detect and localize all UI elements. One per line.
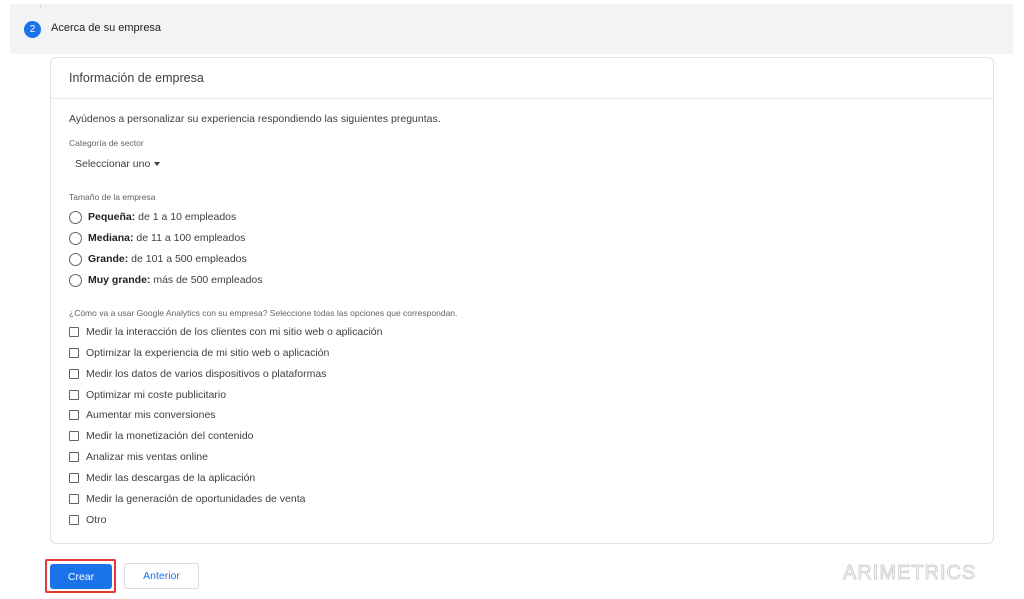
- usage-option-label: Medir las descargas de la aplicación: [86, 472, 256, 484]
- size-option-desc: de 1 a 10 empleados: [135, 211, 237, 223]
- usage-option[interactable]: [69, 449, 208, 465]
- sector-dropdown-value: Seleccionar uno: [75, 158, 151, 170]
- size-option-large[interactable]: [69, 251, 247, 267]
- caret-down-icon: [154, 162, 160, 166]
- usage-option[interactable]: [69, 512, 106, 528]
- size-option-name: Pequeña:: [88, 211, 136, 223]
- usage-option[interactable]: [69, 470, 255, 486]
- checkbox[interactable]: [69, 369, 79, 379]
- usage-option-label: Optimizar mi coste publicitario: [86, 389, 227, 401]
- size-option-name: Muy grande:: [88, 274, 151, 286]
- radio-button[interactable]: [69, 253, 82, 266]
- size-option-very-large[interactable]: [69, 272, 263, 288]
- create-button[interactable]: Crear: [50, 564, 112, 589]
- checkbox[interactable]: [69, 410, 79, 420]
- usage-option-label: Medir la monetización del contenido: [86, 430, 254, 442]
- step-connector-line: [40, 4, 41, 8]
- step-title: Acerca de su empresa: [51, 22, 162, 34]
- watermark-logo: ARIMETRICS: [843, 562, 977, 584]
- usage-option[interactable]: [69, 428, 254, 444]
- usage-option-label: Aumentar mis conversiones: [86, 409, 216, 421]
- usage-option-label: Medir la interacción de los clientes con mi sitio web o aplicación: [86, 326, 383, 338]
- size-option-desc: más de 500 empleados: [150, 274, 263, 286]
- checkbox[interactable]: [69, 348, 79, 358]
- radio-button[interactable]: [69, 232, 82, 245]
- sector-label: Categoría de sector: [69, 138, 144, 148]
- size-label: Tamaño de la empresa: [69, 192, 156, 202]
- size-option-small[interactable]: [69, 209, 236, 225]
- checkbox[interactable]: [69, 431, 79, 441]
- usage-option[interactable]: [69, 366, 326, 382]
- checkbox[interactable]: [69, 327, 79, 337]
- usage-label: ¿Cómo va a usar Google Analytics con su empresa? Seleccione todas las opciones que correspondan.: [69, 308, 458, 318]
- previous-button[interactable]: Anterior: [124, 563, 199, 589]
- usage-option-label: Analizar mis ventas online: [86, 451, 208, 463]
- size-option-desc: de 101 a 500 empleados: [128, 253, 247, 265]
- business-info-card: [50, 57, 994, 544]
- usage-option-label: Optimizar la experiencia de mi sitio web o aplicación: [86, 347, 330, 359]
- radio-button[interactable]: [69, 211, 82, 224]
- checkbox[interactable]: [69, 515, 79, 525]
- card-divider: [51, 98, 993, 99]
- intro-text: Ayúdenos a personalizar su experiencia respondiendo las siguientes preguntas.: [69, 113, 441, 125]
- step-header: [10, 4, 1013, 54]
- checkbox[interactable]: [69, 390, 79, 400]
- usage-option[interactable]: [69, 491, 306, 507]
- size-option-medium[interactable]: [69, 230, 245, 246]
- sector-dropdown[interactable]: [75, 158, 160, 170]
- usage-option[interactable]: [69, 407, 216, 423]
- usage-option-label: Otro: [86, 514, 107, 526]
- card-title: Información de empresa: [69, 71, 204, 85]
- radio-button[interactable]: [69, 274, 82, 287]
- checkbox[interactable]: [69, 494, 79, 504]
- usage-option-label: Medir los datos de varios dispositivos o plataformas: [86, 368, 327, 380]
- size-option-desc: de 11 a 100 empleados: [133, 232, 246, 244]
- usage-option[interactable]: [69, 345, 329, 361]
- checkbox[interactable]: [69, 473, 79, 483]
- usage-option[interactable]: [69, 387, 226, 403]
- size-option-name: Grande:: [88, 253, 129, 265]
- usage-option[interactable]: [69, 324, 382, 340]
- checkbox[interactable]: [69, 452, 79, 462]
- size-option-name: Mediana:: [88, 232, 134, 244]
- step-number-badge: 2: [24, 21, 41, 38]
- usage-option-label: Medir la generación de oportunidades de venta: [86, 493, 306, 505]
